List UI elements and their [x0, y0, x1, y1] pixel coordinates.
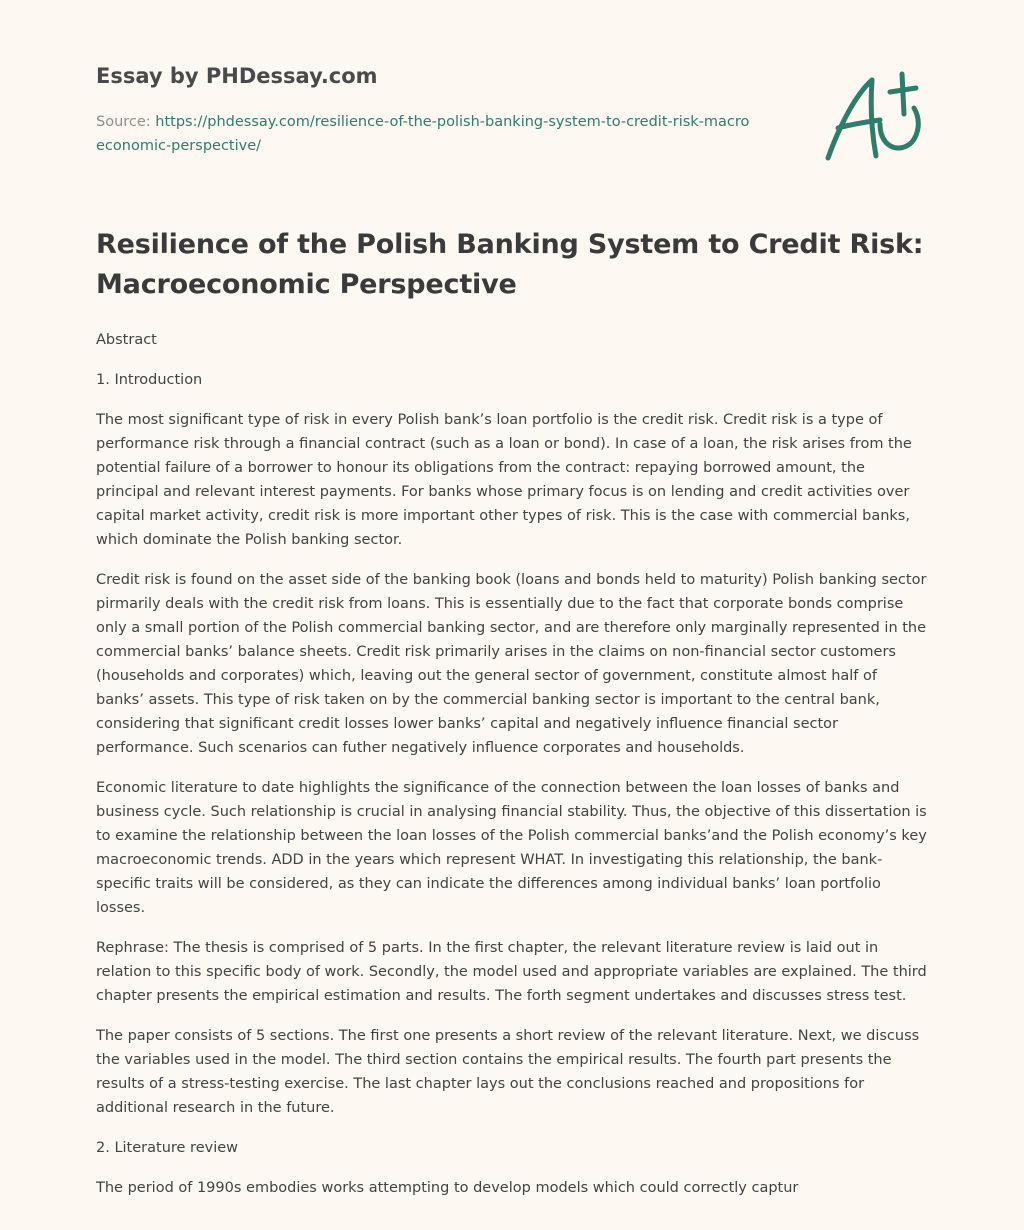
section-heading-literature-review: 2. Literature review	[96, 1140, 239, 1156]
body-paragraph: Rephrase: The thesis is comprised of 5 parts. In the first chapter, the relevant literature review is laid out in relation to this specific body of work. Secondly, the model used and appropriate variables are explained. The third chapter presents the empirical estimation and results. The forth segment undertakes and discusses stress test.	[96, 940, 927, 1004]
body-paragraph: Credit risk is found on the asset side of the banking book (loans and bonds held to maturity) Polish banking sector pirmarily deals with the credit risk from loans. This is essentially due to the fact that corporate bonds comprise only a small portion of the Polish commercial banking sector, and are therefore only marginally represented in the commercial banks’ balance sheets. Credit risk primarily arises in the claims on non-financial sector customers (households and corporates) which, leaving out the general sector of government, constitute almost half of banks’ assets. This type of risk taken on by the commercial banking sector is important to the central bank, considering that significant credit losses lower banks’ capital and negatively influence financial sector performance. Such scenarios can futher negatively influence corporates and households.	[96, 572, 927, 756]
essay-page	[96, 0, 928, 1230]
body-paragraph: Economic literature to date highlights the significance of the connection between the loan losses of banks and business cycle. Such relationship is crucial in analysing financial stability. Thus, the objective of this dissertation is to examine the relationship between the loan losses of the Polish commercial banks’and the Polish economy’s key macroeconomic trends. ADD in the years which represent WHAT. In investigating this relationship, the bank-specific traits will be considered, as they can indicate the differences among individual banks’ loan portfolio losses.	[96, 780, 927, 916]
section-label-abstract: Abstract	[96, 332, 157, 348]
source-link[interactable]: https://phdessay.com/resilience-of-the-polish-banking-system-to-credit-risk-macroeconomic-perspective/	[96, 114, 750, 154]
source-line	[96, 110, 756, 158]
section-heading-introduction: 1. Introduction	[96, 372, 203, 388]
body-paragraph: The period of 1990s embodies works attempting to develop models which could correctly captur	[96, 1180, 799, 1196]
site-brand: Essay by PHDessay.com	[96, 64, 378, 88]
page-header	[96, 0, 928, 200]
a-plus-grade-icon	[820, 68, 924, 164]
source-label: Source:	[96, 114, 151, 130]
essay-body	[96, 328, 928, 1200]
body-paragraph: The paper consists of 5 sections. The first one presents a short review of the relevant literature. Next, we discuss the variables used in the model. The third section contains the empirical results. The fourth part presents the results of a stress-testing exercise. The last chapter lays out the conclusions reached and propositions for additional research in the future.	[96, 1028, 920, 1116]
essay-title: Resilience of the Polish Banking System to Credit Risk: Macroeconomic Perspective	[96, 229, 924, 300]
body-paragraph: The most significant type of risk in every Polish bank’s loan portfolio is the credit risk. Credit risk is a type of performance risk through a financial contract (such as a loan or bond). In case of a loan, the risk arises from the potential failure of a borrower to honour its obligations from the contract: repaying borrowed amount, the principal and relevant interest payments. For banks whose primary focus is on lending and credit activities over capital market activity, credit risk is more important other types of risk. This is the case with commercial banks, which dominate the Polish banking sector.	[96, 412, 912, 548]
